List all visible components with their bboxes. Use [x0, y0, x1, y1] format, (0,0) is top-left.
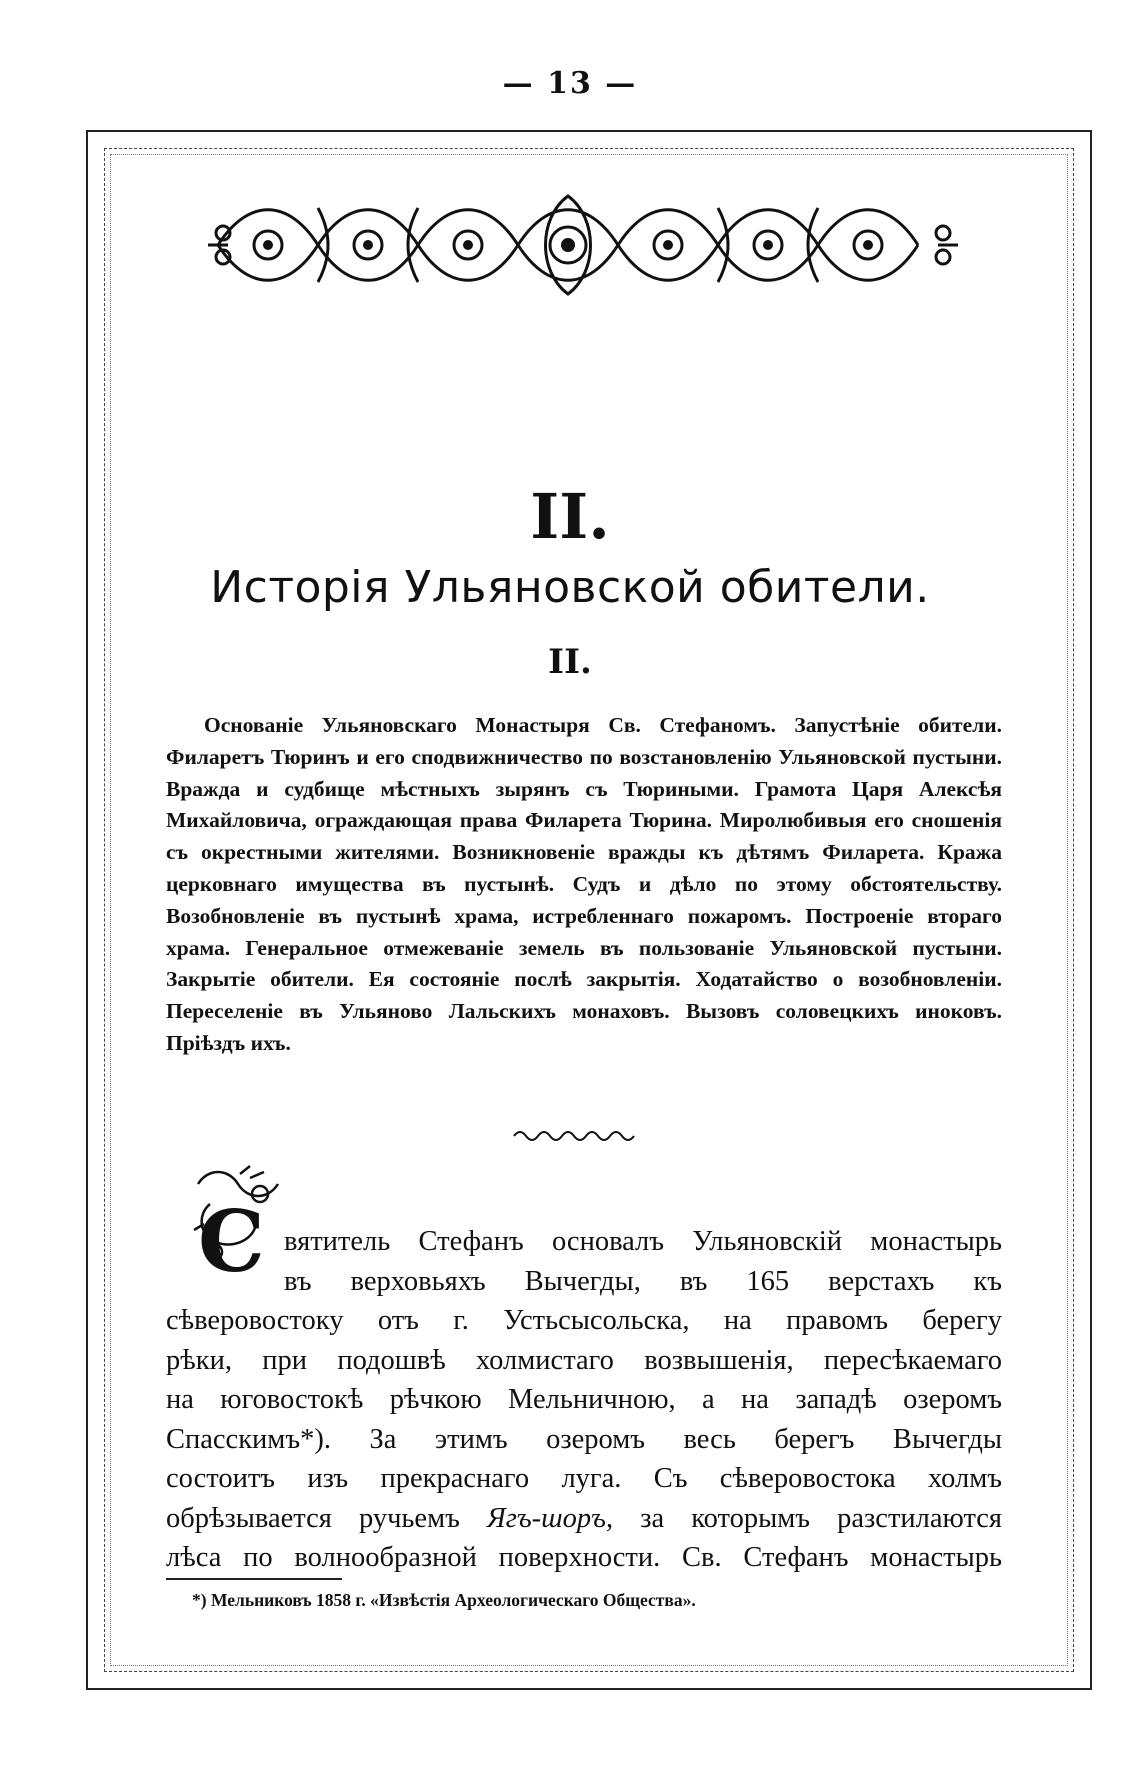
body-line: состоитъ изъ прекраснаго луга. Съ сѣверовостока холмъ [166, 1463, 1002, 1494]
body-line: рѣки, при подошвѣ холмистаго возвышенія, пересѣкаемаго [166, 1344, 1002, 1376]
section-numeral: II. [530, 480, 610, 553]
body-line: на юговостокѣ рѣчкою Мельничною, а на западѣ озеромъ [166, 1384, 1002, 1415]
body-line-with-italic [166, 1499, 1002, 1539]
separator-flourish [512, 1126, 642, 1146]
body-line: лѣса по волнообразной поверхности. Св. Стефанъ монастырь [166, 1542, 1002, 1573]
header-ornament [208, 188, 958, 302]
dropcap-letter: С [198, 1192, 265, 1291]
footnote-rule [166, 1578, 342, 1580]
body-line: вятитель Стефанъ основалъ Ульяновскій монастырь [284, 1226, 1002, 1257]
body-line: Спасскимъ*). За этимъ озеромъ весь берегъ Вычегды [166, 1423, 1002, 1455]
body-line: сѣверовостоку отъ г. Устьсысольска, на правомъ берегу [166, 1305, 1002, 1336]
footnote: *) Мельниковъ 1858 г. «Извѣстія Археологическаго Общества». [192, 1590, 696, 1610]
stream-name-italic: Ягъ-шоръ [486, 1502, 606, 1534]
body-text [166, 1222, 1002, 1578]
sub-numeral: II. [548, 642, 592, 682]
body-line-part: обрѣзывается ручьемъ [166, 1502, 487, 1534]
chapter-summary: Основаніе Ульяновскаго Монастыря Св. Стефаномъ. Запустѣніе обители. Филаретъ Тюринъ и его сподвижничество по возстановленію Ульяновской пустыни. Вражда и судбище мѣстныхъ зырянъ съ Тюриными. Грамота Царя Алексѣя Михайловича, ограждающая права Филарета Тюрина. Миролюбивыя его сношенія съ окрестными жителями. Возникновеніе вражды къ дѣтямъ Филарета. Кража церковнаго имущества въ пустынѣ. Судъ и дѣло по этому обстоятельству. Возобновленіе въ пустынѣ храма, истребленнаго пожаромъ. Построеніе втораго храма. Генеральное отмежеваніе земель въ пользованіе Ульяновской пустыни. Закрытіе обители. Ея состояніе послѣ закрытія. Ходатайство о возобновленіи. Переселеніе въ Ульяново Лальскихъ монаховъ. Вызовъ соловецкихъ иноковъ. Пріѣздъ ихъ. [166, 713, 1002, 1055]
body-line-part: , за которымъ разстилаются [605, 1502, 1003, 1534]
chapter-title: Исторія Ульяновской обители. [210, 562, 930, 613]
page-number: — 13 — [502, 66, 638, 101]
body-line: въ верховьяхъ Вычегды, въ 165 верстахъ къ [284, 1265, 1002, 1297]
